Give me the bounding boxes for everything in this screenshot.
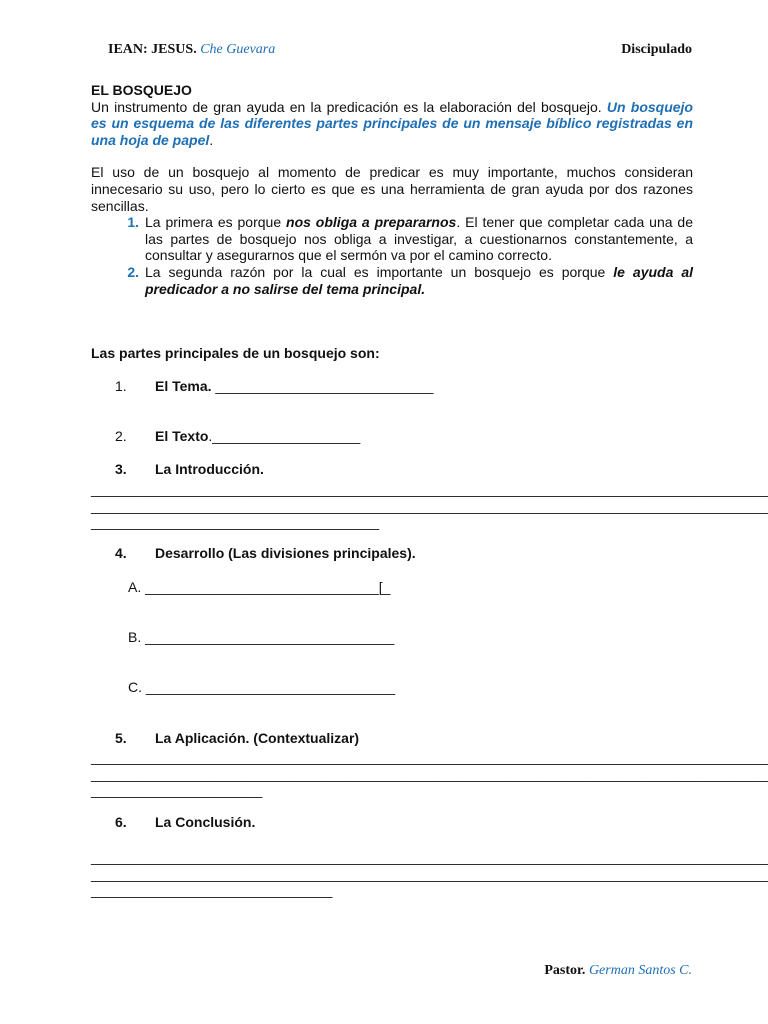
answer-line[interactable]: _______________________________________________________________________________________ — [91, 849, 768, 865]
division-item-c — [128, 679, 395, 695]
answer-line[interactable]: _______________________________________________________________________________________ — [91, 498, 768, 514]
part-label: La Introducción. — [155, 461, 264, 477]
part-item-aplicacion — [115, 730, 359, 746]
parts-heading: Las partes principales de un bosquejo son: — [91, 345, 380, 361]
intro-paragraph-1 — [91, 99, 693, 149]
part-number: 5. — [115, 730, 127, 746]
reason-pre: La primera es porque — [145, 214, 287, 231]
answer-line[interactable]: _______________________________________________________________________________________ — [91, 749, 768, 765]
reason-emphasis: le ayuda al predicador a no salirse del tema principal. — [145, 263, 694, 297]
part-item-tema — [115, 378, 433, 394]
intro-section — [91, 82, 693, 297]
part-item-texto — [115, 428, 360, 444]
part-label: Desarrollo (Las divisiones principales). — [155, 545, 416, 561]
answer-blank[interactable]: ________________________________ — [145, 679, 396, 695]
reasons-list — [91, 214, 693, 297]
part-label: La Conclusión. — [155, 814, 256, 830]
answer-line[interactable]: _______________________________________________________________________________________ — [91, 866, 768, 882]
division-item-b — [128, 629, 394, 645]
reason-item — [91, 214, 693, 264]
header-right: Discipulado — [621, 42, 692, 57]
answer-line[interactable]: _______________________________ — [91, 882, 333, 898]
answer-blank[interactable]: ______________________________[_ — [145, 579, 391, 595]
page-footer — [544, 963, 692, 979]
division-letter: A. — [128, 579, 142, 595]
header-org-place: Che Guevara — [200, 42, 276, 57]
answer-blank[interactable]: ________________________________ — [145, 629, 395, 645]
intro-paragraph-2: El uso de un bosquejo al momento de predicar es muy importante, muchos consideran innecesario su uso, pero lo cierto es que es una herramienta de gran ayuda por dos razones sencillas. — [91, 164, 693, 214]
answer-line[interactable]: ______________________ — [91, 782, 263, 798]
division-letter: C. — [128, 679, 142, 695]
answer-line[interactable]: _____________________________________ — [91, 514, 380, 530]
header-left — [108, 42, 275, 62]
footer-label: Pastor. — [544, 963, 586, 978]
part-number: 4. — [115, 545, 127, 561]
part-number: 1. — [115, 378, 127, 394]
reason-post: . El tener que completar cada una de las partes de bosquejo nos obliga a investigar, a cuestionarnos constantemente, a consultar y asegurarnos que el sermón va por el camino correcto. — [145, 214, 694, 264]
division-letter: B. — [128, 629, 142, 645]
reason-number: 1. — [127, 214, 139, 231]
part-label: El Texto — [155, 428, 209, 444]
intro-p1-text: Un instrumento de gran ayuda en la predicación es la elaboración del bosquejo. — [91, 98, 607, 115]
part-label: La Aplicación. (Contextualizar) — [155, 730, 360, 746]
document-title: EL BOSQUEJO — [91, 82, 192, 98]
answer-line[interactable]: _______________________________________________________________________________________ — [91, 481, 768, 497]
part-number: 3. — [115, 461, 127, 477]
part-number: 2. — [115, 428, 127, 444]
intro-p1-end: . — [209, 131, 214, 148]
intro-p1-highlight: Un bosquejo es un esquema de las diferentes partes principales de un mensaje bíblico registradas en una hoja de papel — [91, 98, 693, 148]
page-header — [108, 42, 692, 62]
reason-text — [145, 214, 693, 264]
header-org: IEAN: JESUS. — [108, 42, 197, 57]
reason-emphasis: nos obliga a prepararnos — [286, 214, 457, 231]
footer-pastor-name: German Santos C. — [588, 963, 692, 978]
division-item-a — [128, 579, 390, 595]
answer-blank[interactable]: .___________________ — [208, 428, 361, 444]
part-item-desarrollo — [115, 545, 416, 561]
reason-text — [145, 264, 693, 297]
answer-line[interactable]: _______________________________________________________________________________________ — [91, 766, 768, 782]
answer-blank[interactable]: ____________________________ — [211, 378, 434, 394]
part-number: 6. — [115, 814, 127, 830]
reason-item — [91, 264, 693, 297]
reason-number: 2. — [127, 263, 139, 280]
part-item-conclusion — [115, 814, 255, 830]
part-item-introduccion — [115, 461, 264, 477]
part-label: El Tema. — [155, 378, 212, 394]
reason-pre: La segunda razón por la cual es importante un bosquejo es porque — [145, 263, 614, 280]
